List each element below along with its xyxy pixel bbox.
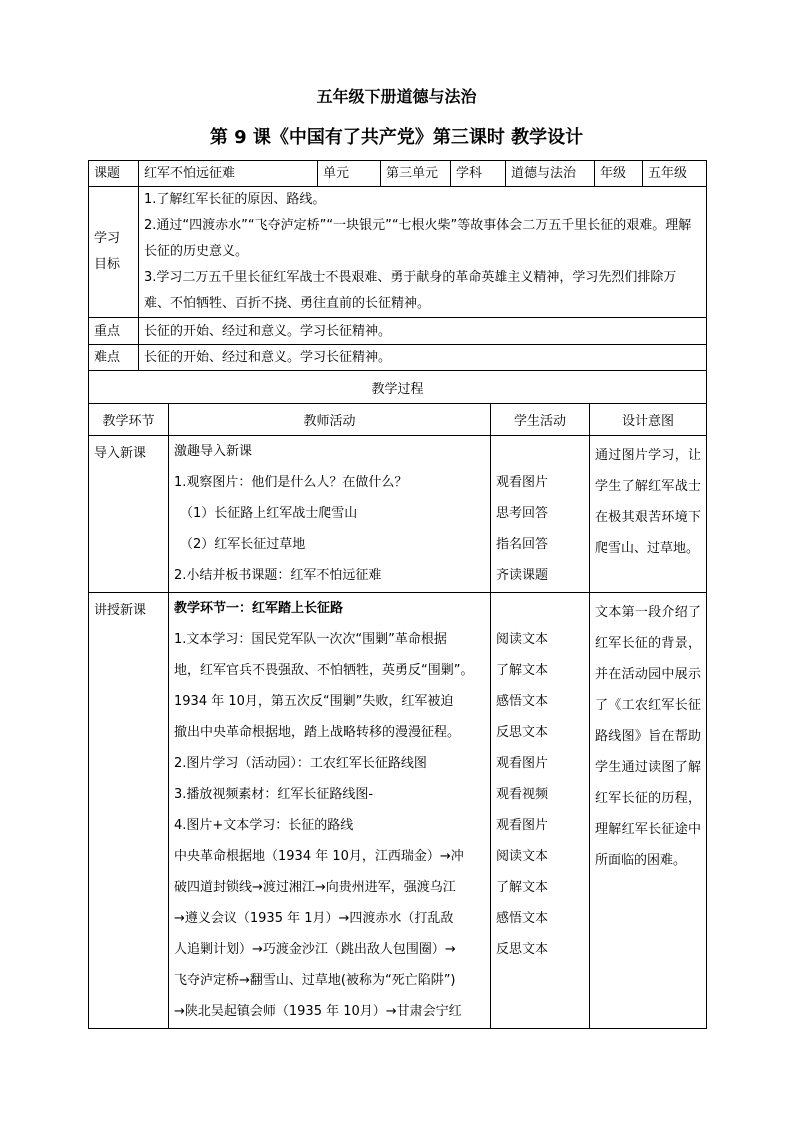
difficult-value: 长征的开始、经过和意义。学习长征精神。 bbox=[139, 345, 707, 371]
teacher-line: 激趣导入新课 bbox=[174, 444, 253, 459]
unit-label: 单元 bbox=[318, 161, 381, 187]
teacher-line: →陕北吴起镇会师（1935 年 10月）→甘肃会宁红 bbox=[174, 1004, 462, 1019]
process-table bbox=[88, 370, 707, 1029]
student-line: 了解文本 bbox=[496, 663, 549, 678]
document-title: 五年级下册道德与法治 bbox=[316, 87, 477, 106]
key-label: 重点 bbox=[89, 318, 139, 345]
teacher-line: 3.播放视频素材：红军长征路线图- bbox=[174, 787, 374, 802]
stage1-student bbox=[491, 436, 590, 593]
student-line: 感悟文本 bbox=[496, 911, 549, 926]
teacher-section-heading: 教学环节一：红军踏上长征路 bbox=[174, 601, 344, 616]
teacher-line: 2.小结并板书课题：红军不怕远征难 bbox=[174, 568, 382, 583]
teacher-line: 4.图片+文本学习：长征的路线 bbox=[174, 818, 354, 833]
teacher-line: →遵义会议（1935 年 1月）→四渡赤水（打乱敌 bbox=[174, 911, 454, 926]
info-table bbox=[88, 160, 707, 371]
student-line: 了解文本 bbox=[496, 880, 549, 895]
grade-label: 年级 bbox=[595, 161, 643, 187]
difficult-label: 难点 bbox=[89, 345, 139, 371]
teacher-line: （2）红军长征过草地 bbox=[180, 537, 306, 552]
subject-label: 学科 bbox=[451, 161, 506, 187]
goals-label-line2: 目标 bbox=[94, 257, 121, 272]
teacher-line: 1.文本学习：国民党军队一次次“围剿”革命根据 bbox=[174, 632, 447, 647]
lesson-title: 第 9 课《中国有了共产党》第三课时 教学设计 bbox=[209, 127, 584, 148]
teacher-line: 1934 年 10月，第五次反“围剿”失败，红军被迫 bbox=[174, 694, 454, 709]
teacher-line: 破四道封锁线→渡过湘江→向贵州进军，强渡乌江 bbox=[174, 880, 456, 895]
student-line: 思考回答 bbox=[496, 506, 549, 521]
student-line: 阅读文本 bbox=[496, 849, 549, 864]
goals-label-line1: 学习 bbox=[94, 231, 121, 246]
student-line: 观看图片 bbox=[496, 818, 549, 833]
header-teacher: 教师活动 bbox=[169, 404, 491, 436]
goals-label bbox=[89, 187, 139, 318]
teacher-line: 地，红军官兵不畏强敌、不怕牺牲，英勇反“围剿”。 bbox=[174, 663, 474, 678]
stage1-name: 导入新课 bbox=[89, 436, 169, 593]
student-line: 指名回答 bbox=[496, 537, 549, 552]
goal-item: 1.了解红军长征的原因、路线。 bbox=[144, 192, 326, 207]
student-line: 观看图片 bbox=[496, 756, 549, 771]
teacher-line: 人追剿计划）→巧渡金沙江（跳出敌人包围圈）→ bbox=[174, 942, 456, 957]
header-stage: 教学环节 bbox=[89, 404, 169, 436]
header-intent: 设计意图 bbox=[590, 404, 707, 436]
stage2-student bbox=[491, 593, 590, 1029]
stage2-intent: 文本第一段介绍了红军长征的背景，并在活动园中展示了《工农红军长征路线图》旨在帮助学生通过读图了解红军长征的历程，理解红军长征途中所面临的困难。 bbox=[590, 593, 707, 1029]
teacher-line: 2.图片学习（活动园）：工农红军长征路线图 bbox=[174, 756, 427, 771]
student-line: 感悟文本 bbox=[496, 694, 549, 709]
goals-cell bbox=[139, 187, 707, 318]
teacher-line: （1）长征路上红军战士爬雪山 bbox=[180, 506, 358, 521]
grade-value: 五年级 bbox=[643, 161, 707, 187]
student-line: 反思文本 bbox=[496, 725, 549, 740]
unit-value: 第三单元 bbox=[381, 161, 451, 187]
topic-label: 课题 bbox=[89, 161, 139, 187]
stage1-teacher bbox=[169, 436, 491, 593]
topic-value: 红军不怕远征难 bbox=[139, 161, 318, 187]
key-value: 长征的开始、经过和意义。学习长征精神。 bbox=[139, 318, 707, 345]
stage2-name: 讲授新课 bbox=[89, 593, 169, 1029]
teacher-line: 撤出中央革命根据地，踏上战略转移的漫漫征程。 bbox=[174, 725, 461, 740]
teacher-line: 1.观察图片：他们是什么人？在做什么？ bbox=[174, 475, 408, 490]
stage1-intent: 通过图片学习，让学生了解红军战士在极其艰苦环境下爬雪山、过草地。 bbox=[590, 436, 707, 593]
student-line: 齐读课题 bbox=[496, 568, 549, 583]
goal-item: 2.通过“四渡赤水”“飞夺泸定桥”“一块银元”“七根火柴”等故事体会二万五千里长征的艰难。理解长征的历史意义。 bbox=[144, 218, 692, 259]
teacher-line: 飞夺泸定桥→翻雪山、过草地(被称为“死亡陷阱”) bbox=[174, 973, 456, 988]
stage2-teacher bbox=[169, 593, 491, 1029]
header-student: 学生活动 bbox=[491, 404, 590, 436]
student-line: 阅读文本 bbox=[496, 632, 549, 647]
teacher-line: 中央革命根据地（1934 年 10月，江西瑞金）→冲 bbox=[174, 849, 464, 864]
process-title: 教学过程 bbox=[89, 371, 707, 404]
goal-item: 3.学习二万五千里长征红军战士不畏艰难、勇于献身的革命英雄主义精神，学习先烈们排除万难、不怕牺牲、百折不挠、勇往直前的长征精神。 bbox=[144, 270, 677, 311]
subject-value: 道德与法治 bbox=[506, 161, 595, 187]
student-line: 观看图片 bbox=[496, 475, 549, 490]
student-line: 观看视频 bbox=[496, 787, 549, 802]
student-line: 反思文本 bbox=[496, 942, 549, 957]
